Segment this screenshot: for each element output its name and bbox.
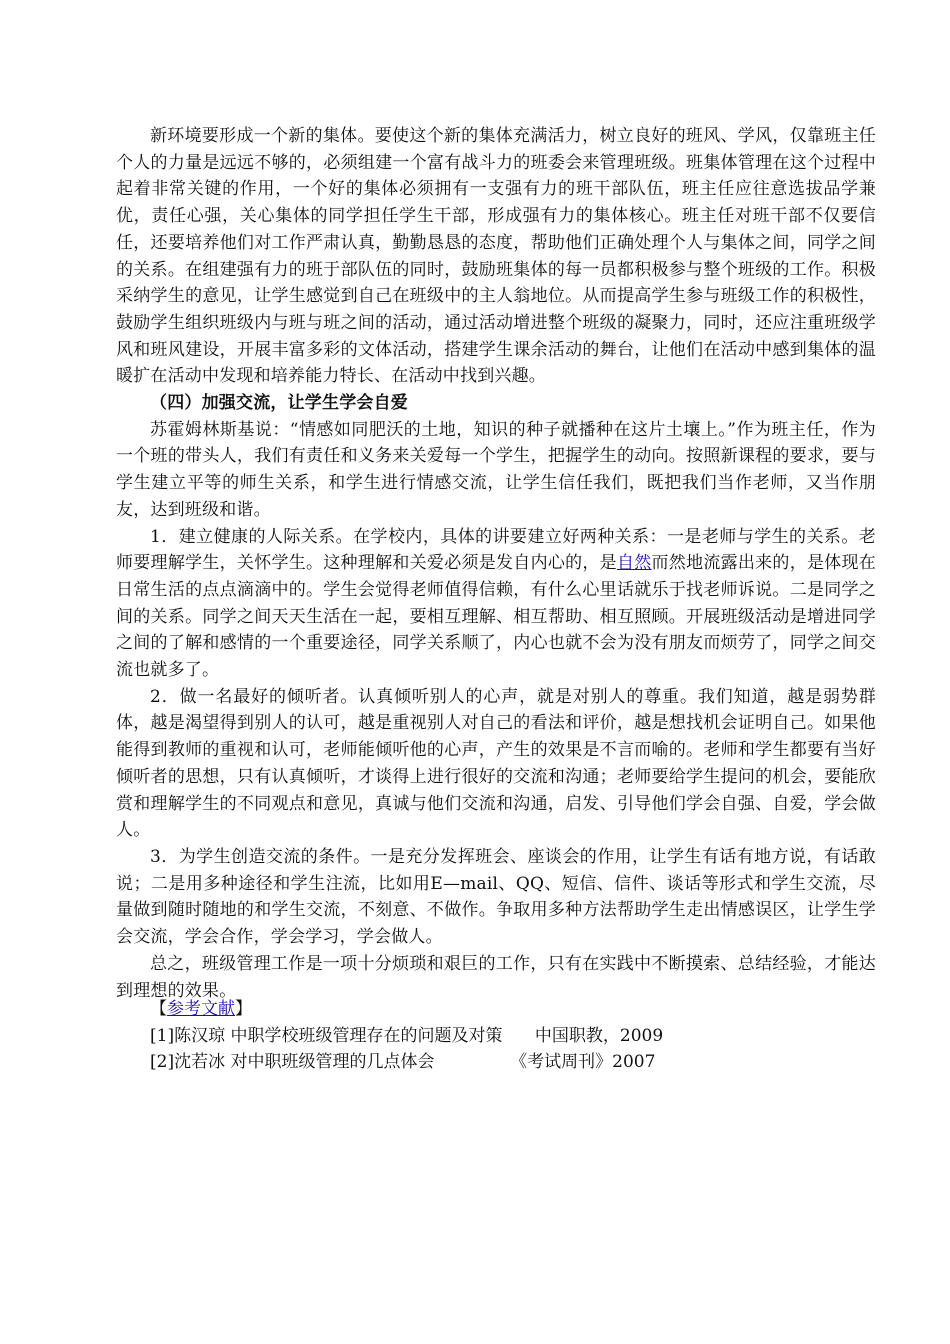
bracket-close: 】 (235, 999, 252, 1019)
section-heading-4: （四）加强交流，让学生学会自爱 (150, 393, 408, 414)
references-link[interactable]: 参考文献 (167, 999, 235, 1019)
paragraph-sukhomlinsky-quote: 苏霍姆林斯基说：“情感如同肥沃的土地，知识的种子就播种在这片土壤上。”作为班主任，作为一个班的带头人，我们有责任和义务来关爱每一个学生，把握学生的动向。按照新课程的要求，要与学生建立平等的师生关系，和学生进行情感交流，让学生信任我们，既把我们当作老师，又当作朋友，达到班级和谐。 (116, 419, 876, 520)
references-heading (150, 996, 850, 1023)
ziran-link[interactable]: 自然 (616, 553, 652, 574)
paragraph-best-listener: 2．做一名最好的倾听者。认真倾听别人的心声，就是对别人的尊重。我们知道，越是弱势群体，越是渴望得到别人的认可，越是重视别人对自己的看法和评价，越是想找机会证明自己。如果他能得到教师的重视和认可，老师能倾听他的心声，产生的效果是不言而喻的。老师和学生都要有当好倾听者的思想，只有认真倾听，才谈得上进行很好的交流和沟通；老师要给学生提问的机会，要能欣赏和理解学生的不同观点和意见，真诚与他们交流和沟通，启发、引导他们学会自强、自爱，学会做人。 (116, 686, 876, 841)
reference-item: [2]沈若冰 对中职班级管理的几点体会 《考试周刊》2007 (150, 1052, 656, 1073)
paragraph-conclusion: 总之，班级管理工作是一项十分烦琐和艰巨的工作，只有在实践中不断摸索、总结经验，才能达到理想的效果。 (116, 953, 876, 1001)
paragraph-text: 而然地流露出来的，是体现在日常生活的点点滴滴中的。学生会觉得老师值得信赖，有什么心里话就乐于找老师诉说。二是同学之间的关系。同学之间天天生活在一起，要相互理解、相互帮助、相互照顾。开展班级活动是增进同学之间的了解和感情的一个重要途径，同学关系顺了，内心也就不会为没有朋友而烦劳了，同学之间交流也就多了。 (116, 553, 877, 681)
paragraph-interpersonal-relations (116, 524, 876, 684)
document-body (116, 123, 876, 1004)
bracket-open: 【 (150, 999, 167, 1019)
paragraph-class-committee: 新环境要形成一个新的集体。要使这个新的集体充满活力，树立良好的班风、学风，仅靠班主任个人的力量是远远不够的，必须组建一个富有战斗力的班委会来管理班级。班集体管理在这个过程中起着非常关键的作用，一个好的集体必须拥有一支强有力的班干部队伍，班主任应往意选拔品学兼优，责任心强，关心集体的同学担任学生干部，形成强有力的集体核心。班主任对班干部不仅要信任，还要培养他们对工作严肃认真，勤勤恳恳的态度，帮助他们正确处理个人与集体之间，同学之间的关系。在组建强有力的班于部队伍的同时，鼓励班集体的每一员都积极参与整个班级的工作。积极采纳学生的意见，让学生感觉到自己在班级中的主人翁地位。从而提高学生参与班级工作的积极性，鼓励学生组织班级内与班与班之间的活动，通过活动增进整个班级的凝聚力，同时，还应注重班级学风和班风建设，开展丰富多彩的文体活动，搭建学生课余活动的舞台，让他们在活动中感到集体的温暖扩在活动中发现和培养能力特长、在活动中找到兴趣。 (116, 126, 876, 387)
references-section (150, 996, 850, 1076)
paragraph-text: 1．建立健康的人际关系。在学校内，具体的讲要建立好两种关系：一是老师与学生的关系。老师要理解学生，关怀学生。这种理解和关爱必须是发自内心的，是 (116, 526, 876, 574)
paragraph-communication-conditions: 3．为学生创造交流的条件。一是充分发挥班会、座谈会的作用，让学生有话有地方说，有话敢说；二是用多种途径和学生注流，比如用E—mail、QQ、短信、信件、谈话等形式和学生交流，尽量做到随时随地的和学生交流，不刻意、不做作。争取用多种方法帮助学生走出情感误区，让学生学会交流，学会合作，学会学习，学会做人。 (116, 846, 876, 948)
reference-item: [1]陈汉琼 中职学校班级管理存在的问题及对策 中国职教，2009 (150, 1025, 664, 1046)
